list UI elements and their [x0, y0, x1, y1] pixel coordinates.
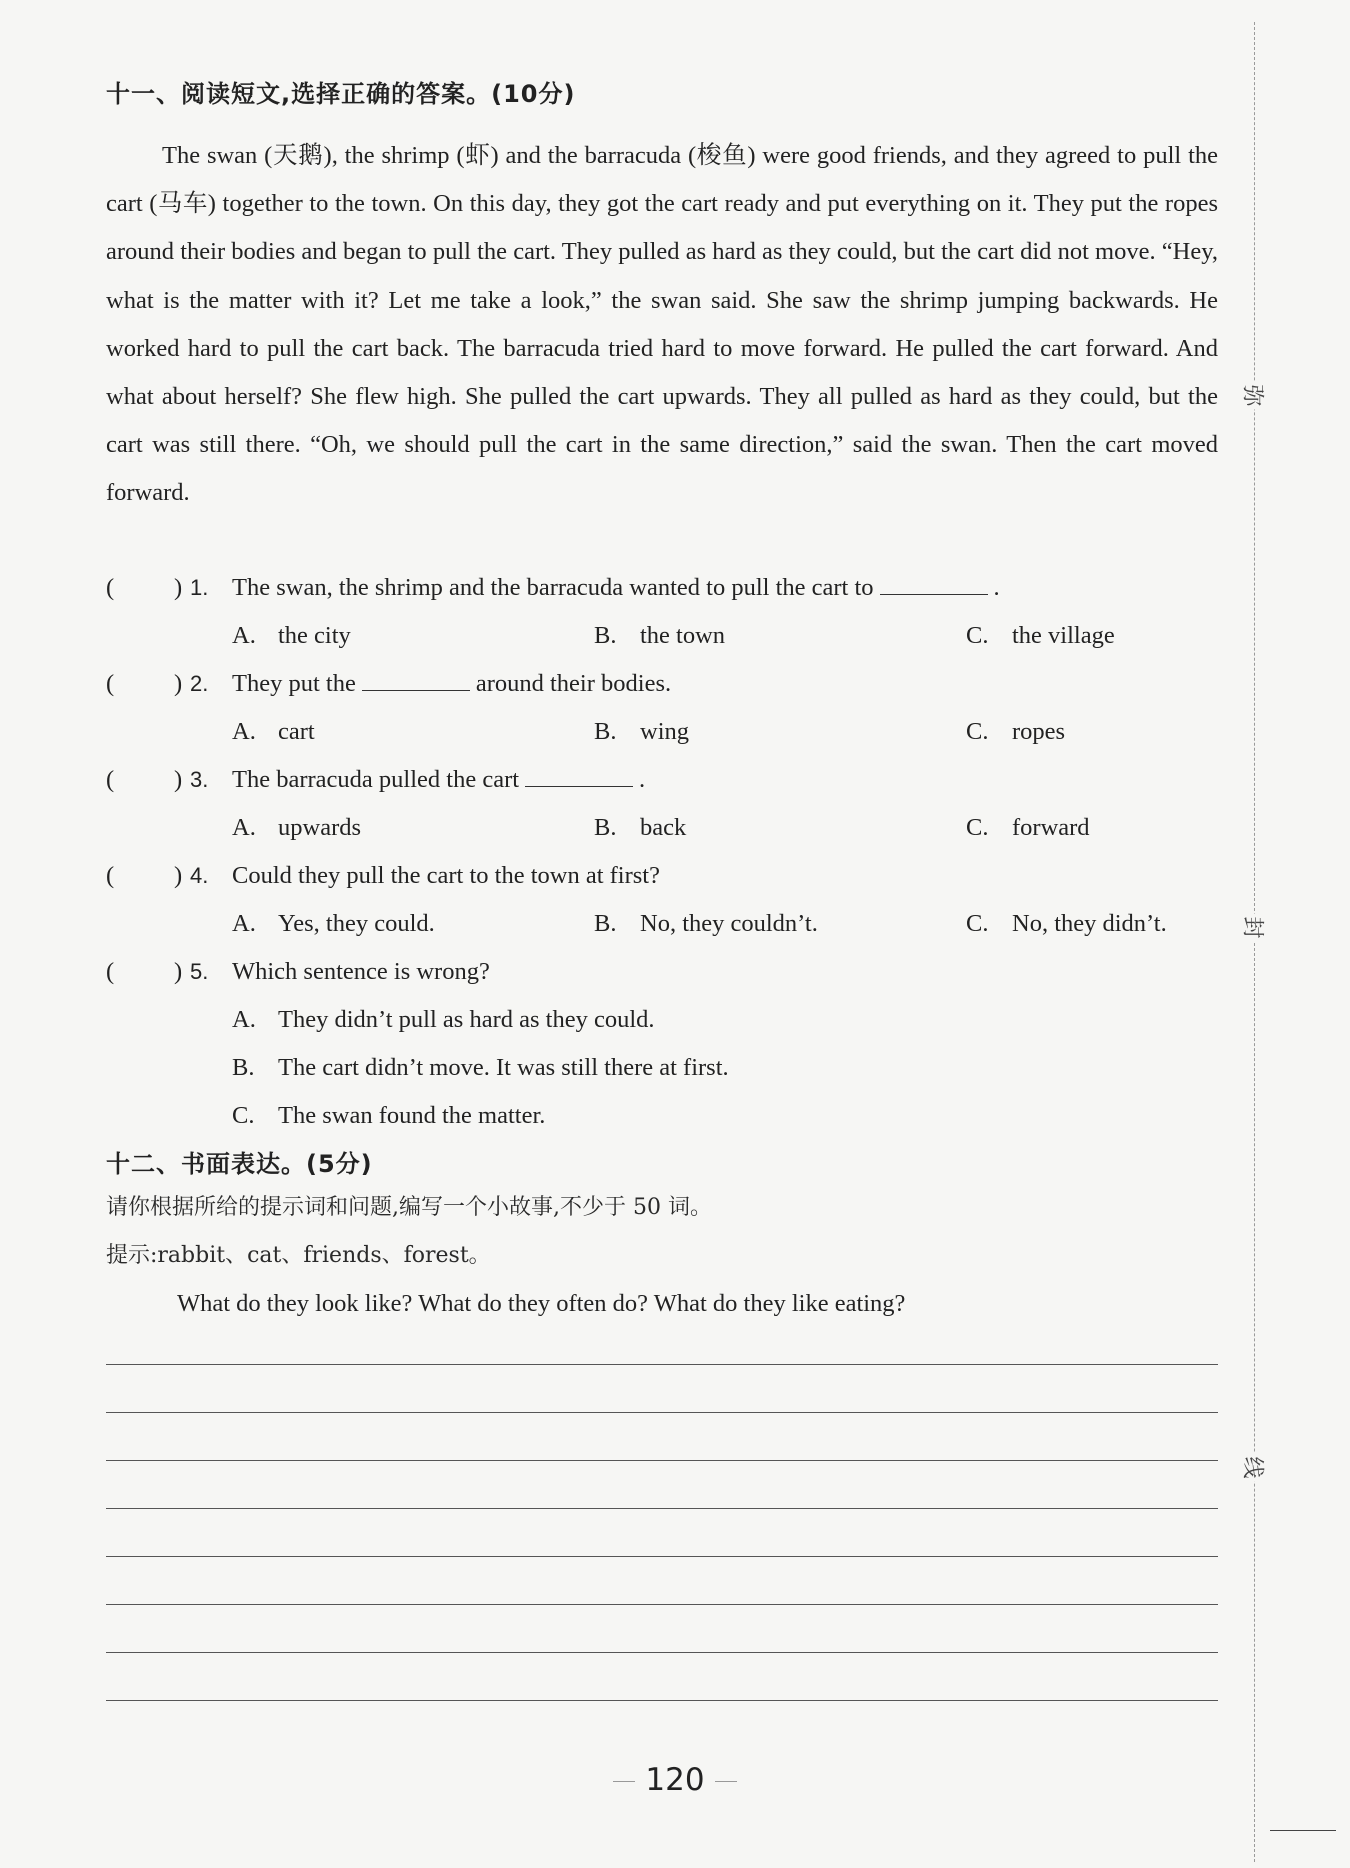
q3-option-b[interactable]: B. back: [594, 814, 687, 841]
binding-mark-feng: 封: [1239, 914, 1270, 942]
question-number: 1.: [190, 575, 209, 600]
reading-passage: [106, 132, 1218, 518]
question-4: ( ) 4. Could they pull the cart to the town at first?: [106, 856, 1226, 896]
writing-line[interactable]: [106, 1508, 1218, 1509]
question-1: [106, 568, 1226, 608]
question-number: 5.: [190, 959, 209, 984]
question-text: Which sentence is wrong?: [232, 958, 490, 985]
question-text: The swan, the shrimp and the barracuda wanted to pull the cart to: [232, 574, 874, 601]
question-text-end: .: [993, 574, 1000, 601]
section-12-heading: 十二、书面表达。(5分): [106, 1150, 373, 1178]
writing-line[interactable]: [106, 1556, 1218, 1557]
question-3: ( ) 3. The barracuda pulled the cart .: [106, 760, 1226, 800]
writing-prompt-questions: What do they look like? What do they often do? What do they like eating?: [177, 1290, 906, 1317]
question-5: ( ) 5. Which sentence is wrong?: [106, 952, 1226, 992]
question-text: They put the: [232, 670, 356, 697]
writing-line[interactable]: [106, 1604, 1218, 1605]
question-number: 4.: [190, 863, 209, 888]
question-number: 3.: [190, 767, 209, 792]
answer-paren-open: (: [106, 574, 115, 601]
writing-line[interactable]: [106, 1364, 1218, 1365]
writing-instruction: 请你根据所给的提示词和问题,编写一个小故事,不少于 50 词。: [106, 1195, 712, 1220]
q3-option-a[interactable]: A. upwards: [232, 814, 362, 841]
writing-line[interactable]: [106, 1412, 1218, 1413]
q4-option-c[interactable]: C. No, they didn’t.: [966, 910, 1167, 937]
q5-option-a[interactable]: A. They didn’t pull as hard as they could.: [232, 1006, 655, 1033]
q5-option-c[interactable]: C. The swan found the matter.: [232, 1102, 546, 1129]
answer-blank[interactable]: [880, 568, 988, 595]
q2-option-b[interactable]: B. wing: [594, 718, 689, 745]
binding-mark-xian: 线: [1239, 1454, 1270, 1482]
binding-dashed-line: [1254, 22, 1255, 1862]
q2-option-c[interactable]: C. ropes: [966, 718, 1066, 745]
answer-blank[interactable]: [362, 664, 470, 691]
q1-option-b[interactable]: B. the town: [594, 622, 726, 649]
writing-hint: 提示:rabbit、cat、friends、forest。: [106, 1243, 491, 1268]
q1-option-c[interactable]: C. the village: [966, 622, 1115, 649]
writing-line[interactable]: [106, 1700, 1218, 1701]
question-2: ( ) 2. They put the around their bodies.: [106, 664, 1226, 704]
q5-option-b[interactable]: B. The cart didn’t move. It was still there at first.: [232, 1054, 729, 1081]
question-text-end: around their bodies.: [475, 670, 672, 697]
question-number: 2.: [190, 671, 209, 696]
section-11-heading: 十一、阅读短文,选择正确的答案。(10分): [106, 80, 576, 108]
corner-rule: [1270, 1830, 1336, 1831]
question-text: Could they pull the cart to the town at first?: [232, 862, 660, 889]
q4-option-a[interactable]: A. Yes, they could.: [232, 910, 435, 937]
q1-option-a[interactable]: A. the city: [232, 622, 351, 649]
binding-mark-mi: 弥: [1239, 382, 1270, 410]
q3-option-c[interactable]: C. forward: [966, 814, 1090, 841]
question-text: The barracuda pulled the cart: [232, 766, 520, 793]
question-text-end: .: [639, 766, 646, 793]
q4-option-b[interactable]: B. No, they couldn’t.: [594, 910, 818, 937]
writing-line[interactable]: [106, 1460, 1218, 1461]
answer-paren-close: ): [174, 574, 183, 601]
writing-line[interactable]: [106, 1652, 1218, 1653]
q2-option-a[interactable]: A. cart: [232, 718, 315, 745]
answer-blank[interactable]: [525, 760, 633, 787]
page-number: 120: [0, 1762, 1350, 1798]
passage-text: The swan (天鹅), the shrimp (虾) and the barracuda (梭鱼) were good friends, and they agreed to pull the cart (马车) together to the town. On this day, they got the cart ready and put everything on it. They put the ropes around their bodies and began to pull the cart. They pulled as hard as they could, but the cart did not move. “Hey, what is the matter with it? Let me take a look,” the swan said. She saw the shrimp jumping backwards. He worked hard to pull the cart back. The barracuda tried hard to move forward. He pulled the cart forward. And what about herself? She flew high. She pulled the cart upwards. They all pulled as hard as they could, but the cart was still there. “Oh, we should pull the cart in the same direction,” said the swan. Then the cart moved forward.: [106, 142, 1218, 507]
